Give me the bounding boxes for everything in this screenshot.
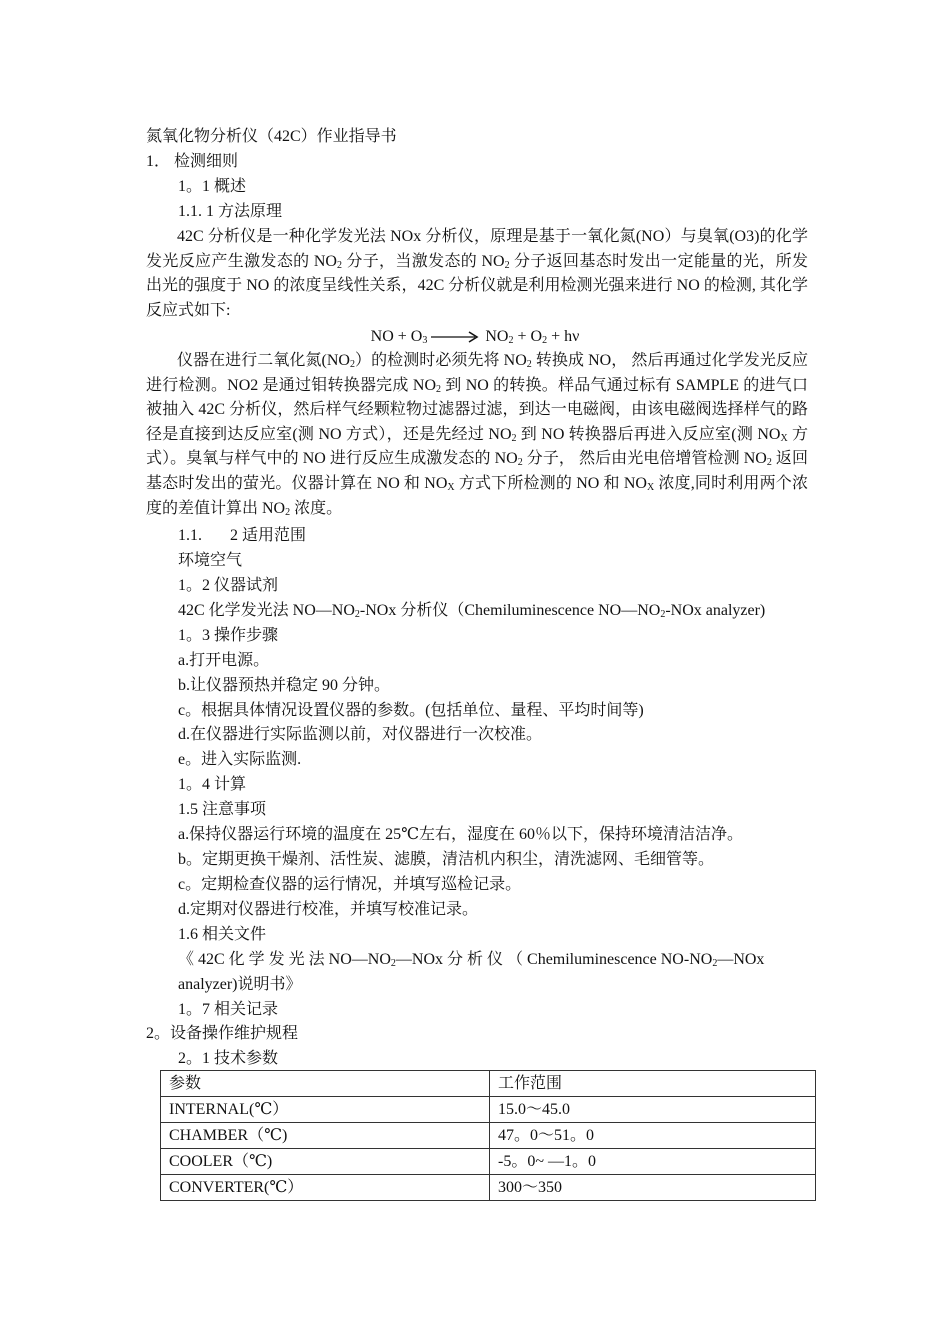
reaction-equation: NO + $O_3$ $NO_2 + O_2 + h\nu$ [370,328,580,346]
step-item: c。根据具体情况设置仪器的参数。(包括单位、量程、平均时间等) [178,702,644,719]
section-1-1-2-heading: 1.1. 2 适用范围 [178,527,307,544]
related-doc-line-2: analyzer)说明书》 [178,976,302,993]
section-2-heading: 2。设备操作维护规程 [146,1025,299,1042]
section-1-1-heading: 1。1 概述 [178,178,247,195]
note-item: b。定期更换干燥剂、活性炭、滤膜，清洁机内积尘，清洗滤网、毛细管等。 [178,851,715,868]
table-header-cell: 参数 [161,1071,490,1097]
step-item: e。进入实际监测. [178,751,302,768]
table-header-row [161,1071,816,1097]
scope-text: 环境空气 [178,552,243,569]
table-cell: -5。0~ —1。0 [490,1149,816,1175]
table-row [161,1175,816,1201]
table-row [161,1149,816,1175]
section-1-1-1-heading: 1.1. 1 方法原理 [178,203,283,220]
section-1-heading: 1． 检测细则 [146,153,239,170]
related-doc-line-1: 《 42C 化 学 发 光 法 $NO—NO_2—NOx$ 分 析 仪 （ Chemiluminescence $NO-NO_2—NOx$ [178,951,765,969]
section-1-4-heading: 1。4 计算 [178,776,247,793]
table-header-cell: 工作范围 [490,1071,816,1097]
table-cell: 47。0～51。0 [490,1123,816,1149]
reaction-arrow-icon [431,331,481,343]
table-cell: 300～350 [490,1175,816,1201]
table-cell: INTERNAL(℃） [161,1097,490,1123]
note-item: d.定期对仪器进行校准，并填写校准记录。 [178,901,479,918]
note-item: c。定期检查仪器的运行情况，并填写巡检记录。 [178,876,522,893]
table-cell: CHAMBER（℃) [161,1123,490,1149]
section-1-7-heading: 1。7 相关记录 [178,1001,279,1018]
section-2-1-heading: 2。1 技术参数 [178,1050,279,1067]
detection-paragraph: 仪器在进行二氧化氮$(NO_2)$的检测时必须先将 $NO_2$ 转换成 NO， 然后再通过化学发光反应进行检测。NO2 是通过钼转换器完成 $NO_2$ 到 NO 的转换。样品气通过标有 SAMPLE 的进气口被抽入 42C 分析仪，然后样气经颗粒物过滤器过滤，到达一电磁阀，由该电磁阀选择样气的路径是直接到达反应室(测 NO 方式），还是先经过 $NO_2$ 到 NO 转换器后再进入反应室(测 $NO_X$ 方式）。臭氧与样气中的 NO 进行反应生成激发态的 $NO_2$ 分子， 然后由光电倍增管检测 $NO_2$ 返回基态时发出的萤光。仪器计算在 NO 和 $NO_X$ 方式下所检测的 NO 和 $NO_X$ 浓度,同时利用两个浓度的差值计算出 $NO_2$ 浓度。 [146,352,808,518]
step-item: d.在仪器进行实际监测以前，对仪器进行一次校准。 [178,726,543,743]
section-1-2-heading: 1。2 仪器试剂 [178,577,279,594]
principle-paragraph: 42C 分析仪是一种化学发光法 NOx 分析仪，原理是基于一氧化氮(NO）与臭氧(O3)的化学发光反应产生激发态的 $NO_2$ 分子，当激发态的 $NO_2$ 分子返回基态时发出一定能量的光，所发出光的强度于 NO 的浓度呈线性关系，42C 分析仪就是利用检测光强来进行 NO 的检测, 其化学反应式如下: [146,228,808,319]
section-1-5-heading: 1.5 注意事项 [178,801,267,818]
table-cell: COOLER（℃) [161,1149,490,1175]
step-item: a.打开电源。 [178,652,270,669]
note-item: a.保持仪器运行环境的温度在 25℃左右，湿度在 60％以下，保持环境清洁洁净。 [178,826,744,843]
step-item: b.让仪器预热并稳定 90 分钟。 [178,677,391,694]
table-row [161,1097,816,1123]
document-title: 氮氧化物分析仪（42C）作业指导书 [146,128,397,145]
tech-params-table [160,1070,816,1201]
table-row [161,1123,816,1149]
section-1-6-heading: 1.6 相关文件 [178,926,267,943]
table-cell: CONVERTER(℃） [161,1175,490,1201]
table-cell: 15.0～45.0 [490,1097,816,1123]
reagent-text: 42C 化学发光法 $NO—NO_2$-NOx 分析仪（Chemiluminescence $NO—NO_2$-NOx analyzer) [178,602,766,620]
section-1-3-heading: 1。3 操作步骤 [178,627,279,644]
